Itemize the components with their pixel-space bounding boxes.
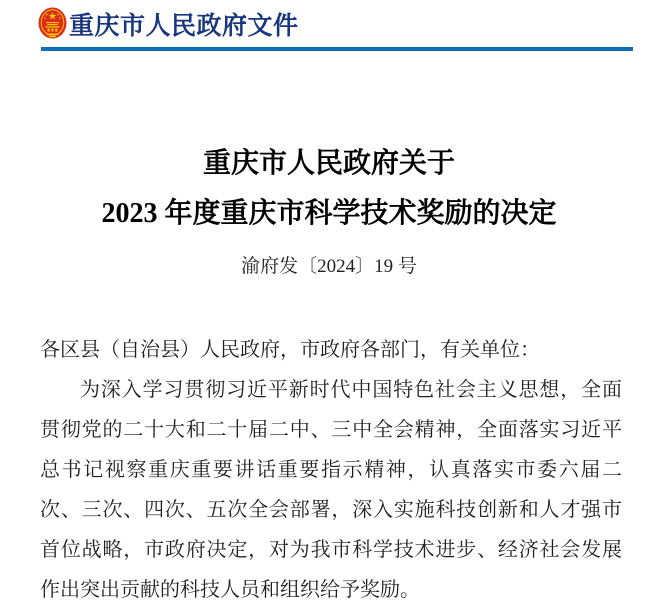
- document-masthead: [0, 0, 658, 51]
- paragraph-line: 为深入学习贯彻习近平新时代中国特色社会主义思想，全面: [80, 379, 622, 401]
- paragraph-line: 作出突出贡献的科技人员和组织给予奖励。: [40, 579, 420, 601]
- paragraph-line: 总书记视察重庆重要讲话重要指示精神，认真落实市委六届二: [40, 459, 622, 481]
- document-title: [0, 139, 658, 239]
- paragraph-line: 贯彻党的二十大和二十届二中、三中全会精神，全面落实习近平: [40, 419, 622, 441]
- salutation-line: 各区县（自治县）人民政府，市政府各部门，有关单位：: [40, 339, 540, 361]
- national-emblem-icon: [38, 7, 67, 41]
- document-title-line2: 2023 年度重庆市科学技术奖励的决定: [101, 198, 557, 229]
- document-content: [0, 139, 658, 610]
- body-paragraph: [40, 370, 622, 610]
- paragraph-line: 次、三次、四次、五次全会部署，深入实施科技创新和人才强市: [40, 499, 622, 521]
- paragraph-line: 首位战略，市政府决定，对为我市科学技术进步、经济社会发展: [40, 539, 622, 561]
- masthead-divider: [41, 47, 633, 51]
- masthead-title: 重庆市人民政府文件: [69, 12, 299, 40]
- masthead-row: [38, 7, 658, 41]
- document-title-line1: 重庆市人民政府关于: [202, 148, 455, 179]
- document-body-text: [40, 330, 622, 610]
- document-number: 渝府发〔2024〕19 号: [241, 256, 417, 277]
